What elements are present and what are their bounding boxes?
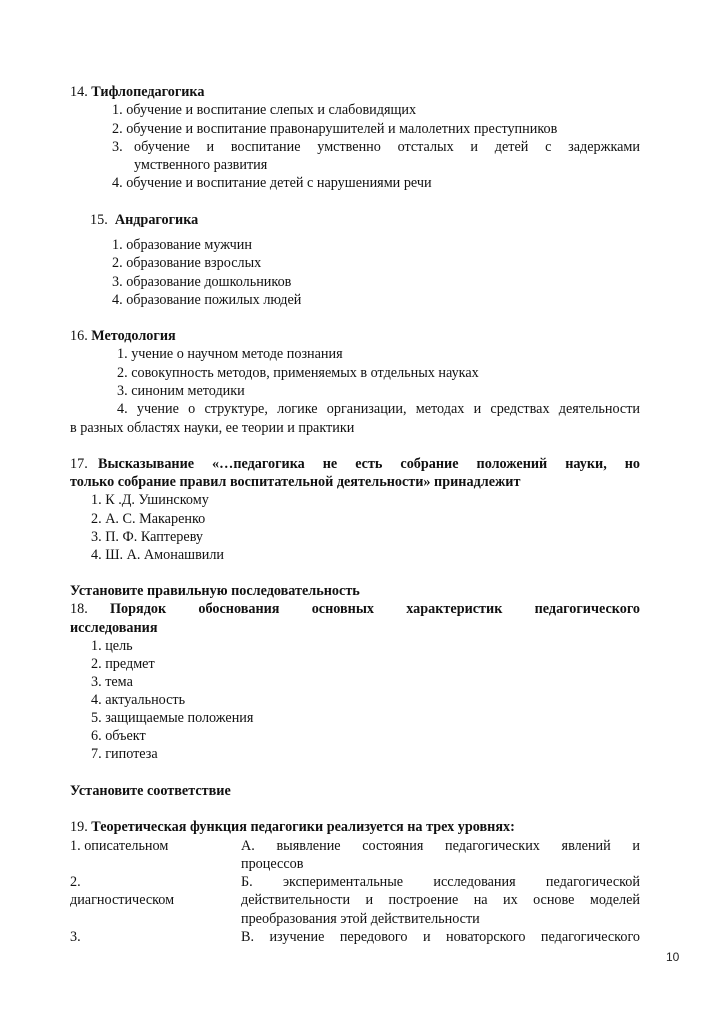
- q14-option-4: 4. обучение и воспитание детей с нарушениями речи: [112, 175, 432, 191]
- q16-option-2: 2. совокупность методов, применяемых в отдельных науках: [117, 365, 479, 381]
- q19-heading: [70, 818, 515, 836]
- q18-number: 18.: [70, 601, 88, 617]
- q15-option-4: 4. образование пожилых людей: [112, 292, 302, 308]
- q18-option-1: 1. цель: [91, 638, 133, 654]
- q16-option-4-cont: в разных областях науки, ее теории и практики: [70, 420, 355, 436]
- q19-number: 19.: [70, 819, 88, 835]
- q19-left-2-text: диагностическом: [70, 892, 175, 908]
- q15-option-1: 1. образование мужчин: [112, 237, 252, 253]
- q19-right-b-line2: действительности и построение на их основе моделей: [241, 892, 640, 908]
- q14-option-3: 3.: [112, 139, 123, 155]
- q15-heading: [90, 211, 198, 229]
- q19-right-b-line1: Б. экспериментальные исследования педагогической: [241, 874, 640, 890]
- q19-title: Теоретическая функция педагогики реализуется на трех уровнях:: [91, 819, 515, 835]
- section-sequence-heading: Установите правильную последовательность: [70, 583, 360, 599]
- q19-right-b-line3: преобразования этой действительности: [241, 911, 480, 927]
- q18-option-3: 3. тема: [91, 674, 133, 690]
- q18-option-7: 7. гипотеза: [91, 746, 158, 762]
- page-number: 10: [666, 950, 680, 964]
- q15-number: 15.: [90, 212, 108, 228]
- q17-option-3: 3. П. Ф. Каптереву: [91, 529, 204, 545]
- q16-heading: [70, 327, 176, 345]
- q17-title-line2: только собрание правил воспитательной деятельности» принадлежит: [70, 474, 521, 490]
- q17-option-2: 2. А. С. Макаренко: [91, 511, 206, 527]
- q19-left-1: 1. описательном: [70, 838, 169, 854]
- q18-title-line2: исследования: [70, 620, 158, 636]
- q19-left-2-num: 2.: [70, 874, 81, 890]
- section-match-heading: Установите соответствие: [70, 783, 231, 799]
- q14-heading: [70, 83, 205, 101]
- q16-title: Методология: [91, 328, 176, 344]
- q14-option-1: 1. обучение и воспитание слепых и слабовидящих: [112, 102, 417, 118]
- q15-title: Андрагогика: [114, 212, 199, 228]
- q18-option-6: 6. объект: [91, 728, 146, 744]
- q17-title-line1: Высказывание «…педагогика не есть собрание положений науки, но: [98, 456, 640, 472]
- q19-right-a-line1: А. выявление состояния педагогических явлений и: [241, 838, 640, 854]
- q18-option-4: 4. актуальность: [91, 692, 186, 708]
- q14-number: 14.: [70, 84, 88, 100]
- q16-option-4: 4. учение о структуре, логике организации, методах и средствах деятельности: [117, 401, 640, 417]
- q14-title: Тифлопедагогика: [91, 84, 205, 100]
- q14-option-3-text: обучение и воспитание умственно отсталых и детей с задержками: [134, 139, 640, 155]
- q19-right-v-line1: В. изучение передового и новаторского педагогического: [241, 929, 640, 945]
- q17-option-1: 1. К .Д. Ушинскому: [91, 492, 209, 508]
- q14-option-2: 2. обучение и воспитание правонарушителей и малолетних преступников: [112, 121, 558, 137]
- q16-number: 16.: [70, 328, 88, 344]
- q14-option-3-cont: умственного развития: [134, 157, 268, 173]
- q16-option-1: 1. учение о научном методе познания: [117, 346, 343, 362]
- q17-number: 17.: [70, 456, 88, 472]
- q17-option-4: 4. Ш. А. Амонашвили: [91, 547, 225, 563]
- q19-right-a-line2: процессов: [241, 856, 304, 872]
- q18-option-2: 2. предмет: [91, 656, 155, 672]
- q18-title-line1: Порядок обоснования основных характеристик педагогического: [110, 601, 640, 617]
- q19-left-3: 3.: [70, 929, 81, 945]
- q15-option-3: 3. образование дошкольников: [112, 274, 292, 290]
- q16-option-3: 3. синоним методики: [117, 383, 245, 399]
- q15-option-2: 2. образование взрослых: [112, 255, 262, 271]
- q18-option-5: 5. защищаемые положения: [91, 710, 254, 726]
